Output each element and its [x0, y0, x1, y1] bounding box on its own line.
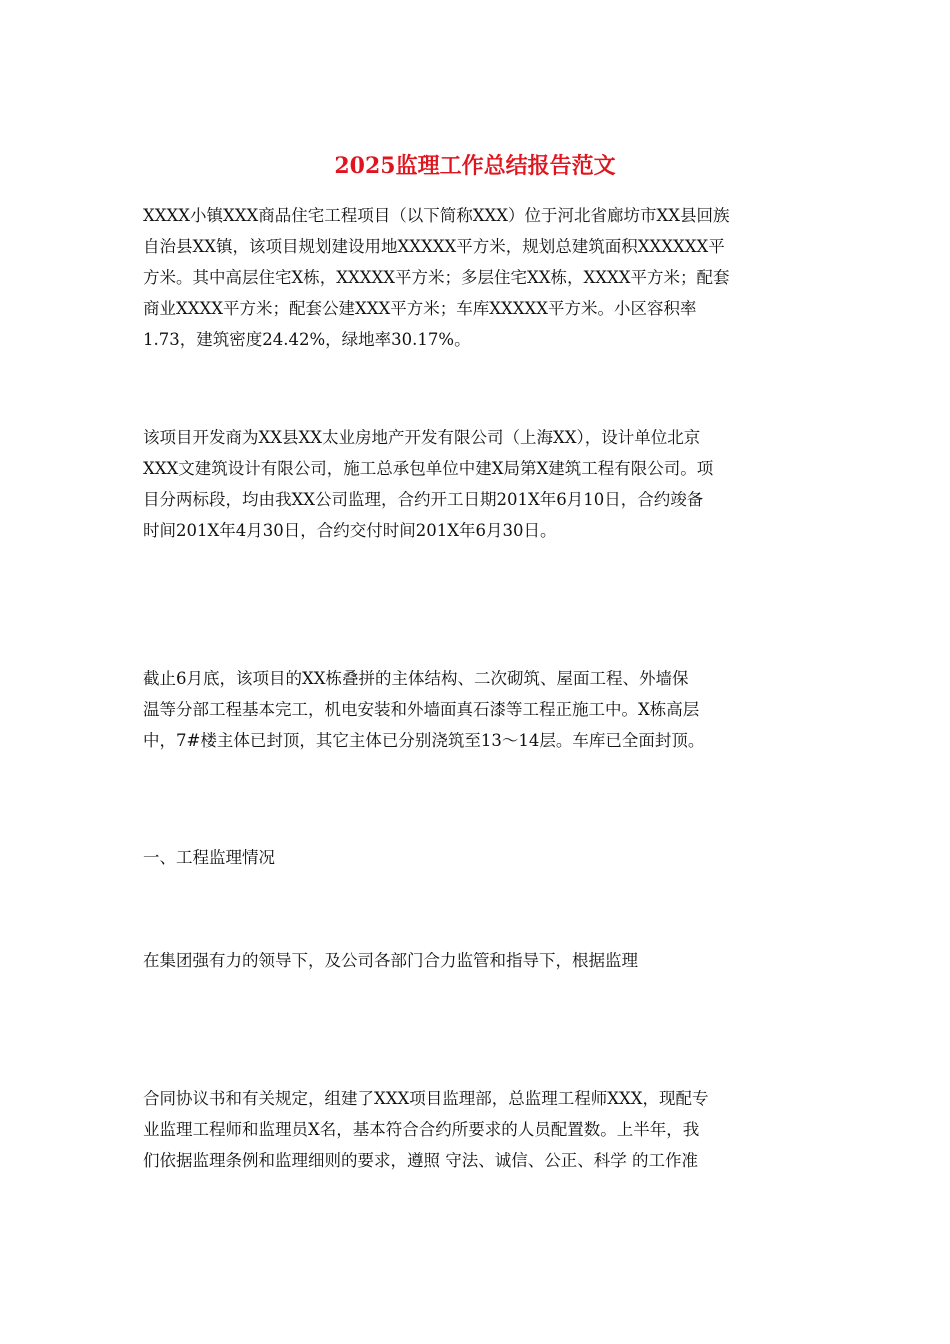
section-heading [143, 842, 808, 873]
text-line: 们依据监理条例和监理细则的要求，遵照 守法、诚信、公正、科学 的工作准 [143, 1151, 698, 1170]
section-heading-text: 一、工程监理情况 [143, 848, 275, 867]
paragraph-progress [143, 663, 808, 756]
paragraph-developer-info [143, 422, 808, 546]
text-line: 该项目开发商为XX县XX太业房地产开发有限公司（上海XX），设计单位北京 [143, 428, 701, 447]
text-line: 业监理工程师和监理员X名，基本符合合约所要求的人员配置数。上半年，我 [143, 1120, 700, 1139]
text-line: 1.73，建筑密度24.42%，绿地率30.17%。 [143, 330, 471, 349]
text-line: 方米。其中高层住宅X栋，XXXXX平方米；多层住宅XX栋，XXXX平方米；配套 [143, 268, 730, 287]
document-title: 2025监理工作总结报告范文 [334, 153, 616, 179]
text-line: 截止6月底，该项目的XX栋叠拼的主体结构、二次砌筑、屋面工程、外墙保 [143, 669, 689, 688]
text-line: 在集团强有力的领导下，及公司各部门合力监管和指导下，根据监理 [143, 951, 638, 970]
text-line: 目分两标段，均由我XX公司监理，合约开工日期201X年6月10日，合约竣备 [143, 490, 704, 509]
text-line: XXXX小镇XXX商品住宅工程项目（以下简称XXX）位于河北省廊坊市XX县回族 [143, 206, 730, 225]
paragraph-supervision-team [143, 1083, 808, 1176]
text-line: 时间201X年4月30日，合约交付时间201X年6月30日。 [143, 521, 557, 540]
text-line: XXX文建筑设计有限公司，施工总承包单位中建X局第X建筑工程有限公司。项 [143, 459, 714, 478]
text-line: 商业XXXX平方米；配套公建XXX平方米；车库XXXXX平方米。小区容积率 [143, 299, 697, 318]
paragraph-leadership [143, 945, 808, 976]
text-line: 中，7#楼主体已封顶，其它主体已分别浇筑至13～14层。车库已全面封顶。 [143, 731, 705, 750]
paragraph-project-overview [143, 200, 808, 355]
text-line: 合同协议书和有关规定，组建了XXX项目监理部，总监理工程师XXX，现配专 [143, 1089, 709, 1108]
text-line: 温等分部工程基本完工，机电安装和外墙面真石漆等工程正施工中。X栋高层 [143, 700, 700, 719]
text-line: 自治县XX镇，该项目规划建设用地XXXXX平方米，规划总建筑面积XXXXXX平 [143, 237, 725, 256]
